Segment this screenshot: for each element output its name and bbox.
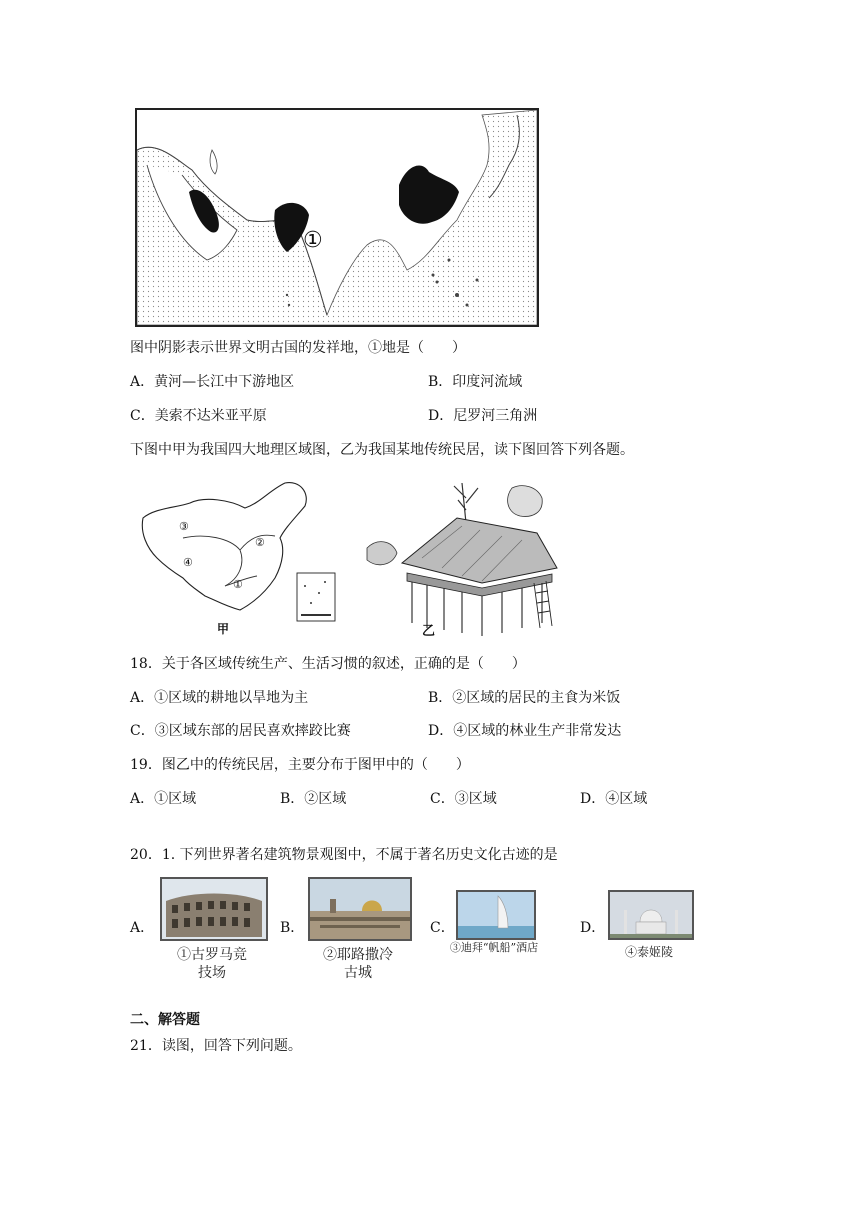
china-region-2-label: ② (255, 536, 265, 549)
q18-option-b: B．②区域的居民的主食为米饭 (428, 690, 621, 706)
q20-caption-b: ②耶路撒冷古城 (323, 947, 393, 981)
q17-option-b: B．印度河流域 (428, 374, 523, 390)
stilt-house-graphic (362, 478, 577, 638)
q20-caption-a: ①古罗马竞技场 (177, 947, 247, 981)
q17-option-d: D．尼罗河三角洲 (428, 408, 538, 424)
stilt-house-illustration (362, 478, 577, 638)
q18-option-a: A．①区域的耕地以旱地为主 (130, 690, 309, 706)
china-region-1-label: ① (233, 578, 243, 591)
q17-option-c: C．美索不达米亚平原 (130, 408, 267, 424)
section-2-title: 二、解答题 (130, 1012, 200, 1028)
colosseum-photo (160, 877, 268, 941)
figure-jia-label: 甲 (217, 622, 230, 636)
map-label-1: ① (303, 228, 323, 253)
china-region-4-label: ④ (183, 556, 193, 569)
china-map-graphic (135, 478, 340, 638)
map-graphic (137, 110, 537, 325)
figure-yi-label: 乙 (422, 624, 436, 639)
q19-stem: 19．图乙中的传统民居，主要分布于图甲中的（ ） (130, 757, 470, 773)
china-region-3-label: ③ (179, 520, 189, 533)
ancient-civilizations-map (135, 108, 539, 327)
q20-option-b-letter: B． (280, 920, 305, 936)
q18-option-d: D．④区域的林业生产非常发达 (428, 723, 622, 739)
intro-18-19: 下图中甲为我国四大地理区域图，乙为我国某地传统民居，读下图回答下列各题。 (130, 442, 634, 458)
jerusalem-photo (308, 877, 412, 941)
q19-option-b: B．②区域 (280, 791, 347, 807)
q20-option-d-letter: D． (580, 920, 606, 936)
q18-option-c: C．③区域东部的居民喜欢摔跤比赛 (130, 723, 351, 739)
q20-stem: 20．1. 下列世界著名建筑物景观图中，不属于著名历史文化古迹的是 (130, 847, 558, 863)
q19-option-d: D．④区域 (580, 791, 648, 807)
q17-stem: 图中阴影表示世界文明古国的发祥地，①地是（ ） (130, 340, 466, 356)
q20-caption-d: ④泰姬陵 (624, 945, 673, 959)
q20-option-a-letter: A． (130, 920, 155, 936)
q20-caption-c: ③迪拜“帆船”酒店 (449, 941, 539, 954)
burj-al-arab-photo (456, 890, 536, 940)
q21-stem: 21．读图，回答下列问题。 (130, 1038, 302, 1054)
taj-mahal-photo (608, 890, 694, 940)
q19-option-a: A．①区域 (130, 791, 197, 807)
q18-stem: 18．关于各区域传统生产、生活习惯的叙述，正确的是（ ） (130, 656, 526, 672)
q17-option-a: A．黄河—长江中下游地区 (130, 374, 295, 390)
q19-option-c: C．③区域 (430, 791, 497, 807)
q20-option-c-letter: C． (430, 920, 455, 936)
china-regions-map (135, 478, 340, 638)
